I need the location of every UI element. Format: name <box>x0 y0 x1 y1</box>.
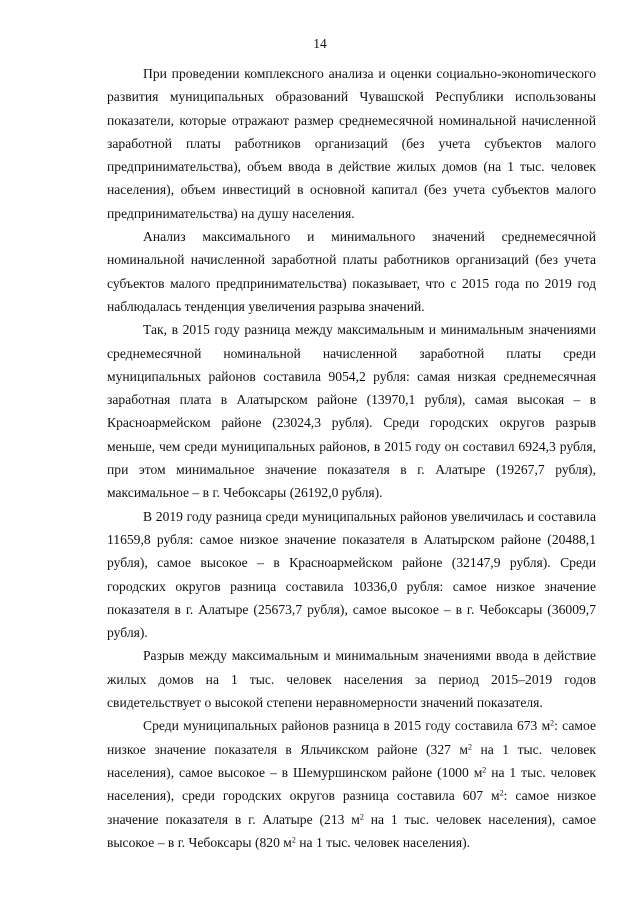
superscript-squared: 2 <box>550 718 555 728</box>
paragraph-text: на 1 тыс. человек населения), самое высокое – в Шемуршинском районе (1000 м <box>107 741 596 780</box>
superscript-squared: 2 <box>468 742 473 752</box>
document-body <box>107 62 596 854</box>
page-number: 14 <box>313 36 327 51</box>
superscript-squared: 2 <box>359 812 364 822</box>
paragraph-text: Так, в 2015 году разница между максимальным и минимальным значениями среднемесячной номинальной начисленной заработной платы среди муниципальных районов составила 9054,2 рубля: самая низкая среднемесячная заработная плата в Алатырском районе (13970,1 рубля), самая высокая – в Красноармейском районе (23024,3 рубля). Среди городских округов разрыв меньше, чем среди муниципальных районов, в 2015 году он составил 6924,3 рубля, при этом минимальное значение показателя в г. Алатыре (19267,7 рубля), максимальное – в г. Чебоксары (26192,0 рубля). <box>107 322 596 501</box>
paragraph-text: Разрыв между максимальным и минимальным значениями ввода в действие жилых домов на 1 тыс. человек населения за период 2015–2019 годов свидетельствует о высокой степени неравномерности значений показателя. <box>107 648 596 711</box>
paragraph-housing-gap <box>107 644 596 714</box>
superscript-squared: 2 <box>499 788 504 798</box>
paragraph-2015-wages <box>107 318 596 504</box>
paragraph-2015-housing <box>107 714 596 854</box>
paragraph-text: В 2019 году разница среди муниципальных районов увеличилась и составила 11659,8 рубля: самое низкое значение показателя в Алатырском районе (20488,1 рубля), самое высокое – в Красноармейском районе (32147,9 рубля). Среди городских округов разница составила 10336,0 рубля: самое низкое значение показателя в г. Алатыре (25673,7 рубля), самое высокое – в г. Чебоксары (36009,7 рубля). <box>107 508 596 641</box>
paragraph-2019-wages <box>107 505 596 645</box>
paragraph-text: При проведении комплексного анализа и оценки социально-эконоmического развития муниципальных образований Чувашской Республики использованы показатели, которые отражают размер среднемесячной номинальной начисленной заработной платы работников организаций (без учета субъектов малого предпринимательства), объем ввода в действие жилых домов (на 1 тыс. человек населения), объем инвестиций в основной капитал (без учета субъектов малого предпринимательства) на душу населения. <box>107 66 596 221</box>
paragraph-wage-gap <box>107 225 596 318</box>
paragraph-analysis-intro <box>107 62 596 225</box>
paragraph-text: : самое низкое значение показателя в Яльчикском районе (327 м <box>107 718 596 757</box>
paragraph-text: Среди муниципальных районов разница в 2015 году составила 673 м <box>143 718 551 734</box>
paragraph-text: Анализ максимального и минимального значений среднемесячной номинальной начисленной заработной платы работников организаций (без учета субъектов малого предпринимательства) показывает, что с 2015 года по 2019 год наблюдалась тенденция увеличения разрыва значений. <box>107 229 596 314</box>
superscript-squared: 2 <box>482 765 487 775</box>
paragraph-text: на 1 тыс. человек населения), самое высокое – в г. Чебоксары (820 м <box>107 811 596 850</box>
paragraph-text: : самое низкое значение показателя в г. Алатыре (213 м <box>107 788 596 827</box>
paragraph-text: на 1 тыс. человек населения). <box>295 834 470 850</box>
paragraph-text: на 1 тыс. человек населения), среди городских округов разница составила 607 м <box>107 764 596 804</box>
superscript-squared: 2 <box>291 835 296 845</box>
